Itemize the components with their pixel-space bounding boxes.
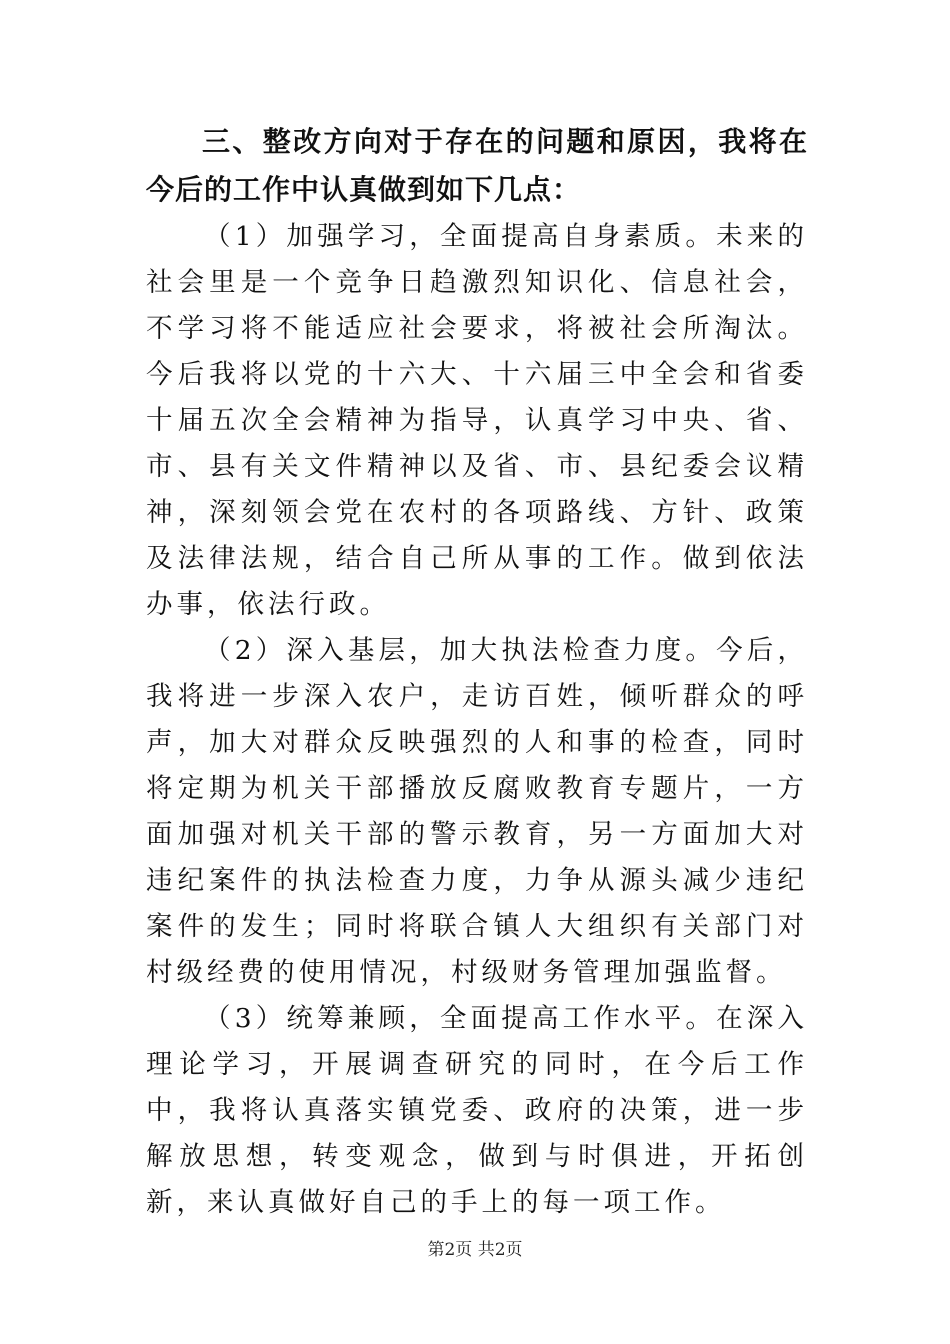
- section-heading: 三、整改方向对于存在的问题和原因，我将在今后的工作中认真做到如下几点：: [146, 125, 808, 206]
- document-body: [146, 118, 808, 1226]
- paragraph-1: （1）加强学习，全面提高自身素质。未来的社会里是一个竞争日趋激烈知识化、信息社会，不学习将不能适应社会要求，将被社会所淘汰。今后我将以党的十六大、十六届三中全会和省委十届五次全会精神为指导，认真学习中央、省、市、县有关文件精神以及省、市、县纪委会议精神，深刻领会党在农村的各项路线、方针、政策及法律法规，结合自己所从事的工作。做到依法办事，依法行政。: [146, 221, 808, 620]
- page-footer: 第2页 共2页: [427, 1240, 523, 1260]
- paragraph-3: （3）统筹兼顾，全面提高工作水平。在深入理论学习，开展调查研究的同时，在今后工作中，我将认真落实镇党委、政府的决策，进一步解放思想，转变观念，做到与时俱进，开拓创新，来认真做好自己的手上的每一项工作。: [146, 1003, 808, 1218]
- paragraph-2: （2）深入基层，加大执法检查力度。今后，我将进一步深入农户，走访百姓，倾听群众的呼声，加大对群众反映强烈的人和事的检查，同时将定期为机关干部播放反腐败教育专题片，一方面加强对机关干部的警示教育，另一方面加大对违纪案件的执法检查力度，力争从源头减少违纪案件的发生；同时将联合镇人大组织有关部门对村级经费的使用情况，村级财务管理加强监督。: [146, 635, 808, 988]
